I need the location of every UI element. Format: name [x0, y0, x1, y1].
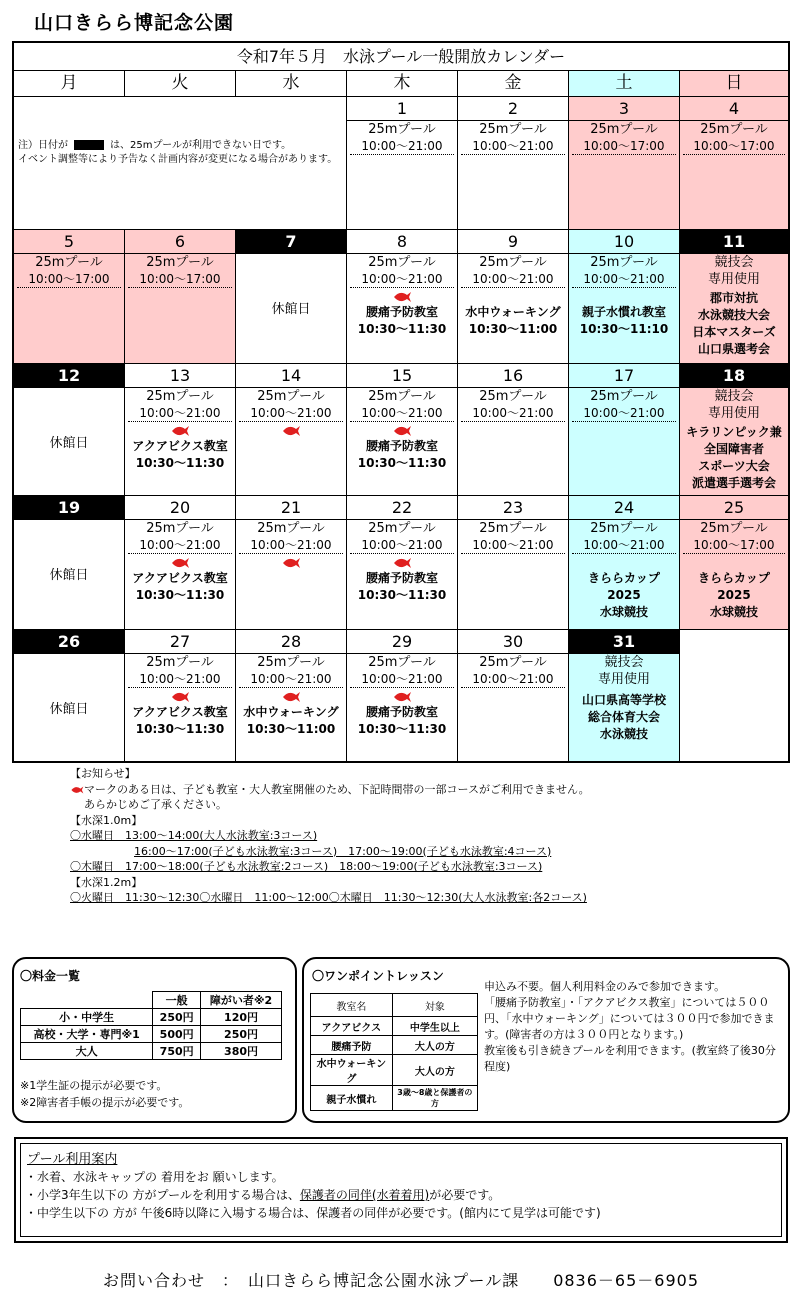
pool-label: 25mプール	[700, 122, 768, 137]
pool-hours: 10:00～21:00	[461, 405, 565, 422]
notice-heading: 【お知らせ】	[70, 767, 136, 780]
event-line: 2025	[607, 588, 641, 602]
fish-icon	[281, 424, 301, 438]
pool-hours: 10:00～21:00	[461, 271, 565, 288]
pool-label: 25mプール	[368, 122, 436, 137]
day-cell-27	[125, 630, 236, 761]
event-time: 10:30～11:30	[135, 456, 225, 470]
pool-label: 25mプール	[257, 389, 325, 404]
pool-label: 25mプール	[368, 255, 436, 270]
event-name: アクアビクス教室	[132, 705, 228, 719]
day-cell-19	[14, 496, 125, 630]
pool-hours: 10:00～17:00	[17, 271, 121, 288]
day-cell-28	[236, 630, 347, 761]
pool-hours: 10:00～21:00	[239, 537, 343, 554]
depth-12m-heading: 【水深1.2m】	[70, 875, 143, 889]
fee-notes: ※1学生証の提示が必要です。 ※2障害者手帳の提示が必要です。	[20, 1079, 190, 1109]
event-time: 10:30～11:30	[357, 588, 447, 602]
competition-label: 競技会	[604, 655, 644, 670]
day-cell-15	[347, 364, 458, 496]
pool-hours: 10:00～21:00	[239, 671, 343, 688]
closed-label: 休館日	[49, 436, 89, 451]
event-time: 10:30～11:30	[135, 588, 225, 602]
day-number: 7	[236, 230, 346, 254]
event-line: 総合体育大会	[587, 710, 660, 724]
guide-list: ・水着、水泳キャップの 着用をお 願いします。 ・小学3年生以下の 方がプールを利用する場合は、保護者の同伴(水着着用)が必要です。 ・中学生以下の 方が 午後6時以降に入場する場合は、保護者の同伴が必要です。(館内にて見学は可能です)	[25, 1170, 601, 1220]
pool-hours: 10:00～21:00	[461, 138, 565, 155]
event-name: 腰痛予防教室	[365, 571, 438, 585]
day-cell-23	[458, 496, 569, 630]
pool-hours: 10:00～21:00	[350, 537, 454, 554]
event-line: キラリンピック兼	[686, 425, 782, 439]
day-number: 15	[347, 364, 457, 388]
table-row: アクアビクス 中学生以上	[311, 1017, 478, 1036]
day-number: 17	[569, 364, 679, 388]
depth-1m-heading: 【水深1.0m】	[70, 813, 143, 827]
fee-box	[12, 957, 297, 1123]
table-row: 一般 障がい者※2	[21, 992, 282, 1009]
pool-label: 25mプール	[590, 389, 658, 404]
day-number: 8	[347, 230, 457, 254]
day-number: 22	[347, 496, 457, 520]
event-line: 山口県選考会	[697, 342, 770, 356]
day-number: 30	[458, 630, 568, 654]
table-row: 大人 750円 380円	[21, 1043, 282, 1060]
pool-label: 25mプール	[700, 521, 768, 536]
event-name: 腰痛予防教室	[365, 705, 438, 719]
day-cell-30	[458, 630, 569, 761]
day-number: 25	[680, 496, 788, 520]
fish-icon	[281, 556, 301, 570]
schedule-wed-2: 16:00～17:00(子ども水泳教室:3コース) 17:00～19:00(子ども水泳教室:4コース)	[134, 844, 552, 858]
pool-hours: 10:00～21:00	[128, 537, 232, 554]
page-title: 山口きらら博記念公園	[34, 12, 235, 34]
table-row: 高校・大学・専門※1 500円 250円	[21, 1026, 282, 1043]
pool-hours: 10:00～17:00	[572, 138, 676, 155]
pool-label: 25mプール	[146, 255, 214, 270]
day-cell-24	[569, 496, 680, 630]
event-name: 腰痛予防教室	[365, 439, 438, 453]
pool-hours: 10:00～21:00	[128, 405, 232, 422]
event-line: スポーツ大会	[698, 459, 770, 473]
day-number: 19	[14, 496, 124, 520]
day-number: 2	[458, 97, 568, 121]
pool-hours: 10:00～21:00	[461, 671, 565, 688]
fish-icon	[281, 690, 301, 704]
day-cell-17	[569, 364, 680, 496]
day-cell-7	[236, 230, 347, 364]
event-line: 2025	[717, 588, 751, 602]
exclusive-use-label: 専用使用	[707, 406, 760, 421]
day-number: 11	[680, 230, 788, 254]
lesson-description: 申込み不要。個人利用料金のみで参加できます。 「腰痛予防教室」・「アクアビクス教室」については５００円、「水中ウォーキング」については３００円で参加できます。(障害者の方は３００円となります。) 教室後も引き続きプールを利用できます。(教室終了後30分程度)	[484, 980, 776, 1073]
day-cell-31	[569, 630, 680, 761]
day-cell-14	[236, 364, 347, 496]
pool-hours: 10:00～21:00	[461, 537, 565, 554]
pool-label: 25mプール	[257, 655, 325, 670]
weekday-tue: 火	[125, 71, 236, 97]
day-cell-26	[14, 630, 125, 761]
event-line: 水泳競技	[599, 727, 648, 741]
pool-hours: 10:00～21:00	[350, 271, 454, 288]
event-name: 親子水慣れ教室	[581, 305, 666, 319]
day-number: 13	[125, 364, 235, 388]
competition-label: 競技会	[714, 389, 754, 404]
schedule-thu: 〇木曜日 17:00～18:00(子ども水泳教室:2コース) 18:00～19:00(子ども水泳教室:3コース)	[70, 860, 543, 873]
event-name: 水中ウォーキング	[243, 705, 339, 719]
day-number: 16	[458, 364, 568, 388]
day-cell-25	[680, 496, 788, 630]
pool-label: 25mプール	[146, 389, 214, 404]
day-cell-29	[347, 630, 458, 761]
event-line: 派遣選手選考会	[691, 476, 776, 490]
table-row: 小・中学生 250円 120円	[21, 1009, 282, 1026]
day-number: 18	[680, 364, 788, 388]
day-cell-10	[569, 230, 680, 364]
day-number: 26	[14, 630, 124, 654]
pool-hours: 10:00～21:00	[572, 537, 676, 554]
empty-cell	[680, 630, 788, 761]
day-cell-8	[347, 230, 458, 364]
fish-icon	[70, 785, 84, 795]
pool-hours: 10:00～21:00	[128, 671, 232, 688]
pool-label: 25mプール	[479, 389, 547, 404]
day-cell-9	[458, 230, 569, 364]
pool-hours: 10:00～17:00	[128, 271, 232, 288]
day-cell-16	[458, 364, 569, 496]
fish-icon	[170, 690, 190, 704]
day-cell-5	[14, 230, 125, 364]
event-line: 水泳競技大会	[697, 308, 770, 322]
day-number: 12	[14, 364, 124, 388]
weekday-wed: 水	[236, 71, 347, 97]
pool-hours: 10:00～21:00	[572, 271, 676, 288]
event-line: きららカップ	[698, 571, 770, 585]
weekday-header	[14, 71, 788, 97]
event-line: きららカップ	[588, 571, 660, 585]
day-cell-18	[680, 364, 788, 496]
weekday-thu: 木	[347, 71, 458, 97]
weekday-sat: 土	[569, 71, 680, 97]
pool-label: 25mプール	[368, 655, 436, 670]
event-name: アクアビクス教室	[132, 571, 228, 585]
fish-icon	[392, 556, 412, 570]
day-number: 28	[236, 630, 346, 654]
day-number: 24	[569, 496, 679, 520]
day-cell-12	[14, 364, 125, 496]
fish-icon	[392, 424, 412, 438]
table-row: 水中ウォーキング 大人の方	[311, 1055, 478, 1086]
closed-label: 休館日	[49, 568, 89, 583]
guide-title: プール利用案内	[27, 1152, 118, 1167]
fish-icon	[170, 556, 190, 570]
day-number: 27	[125, 630, 235, 654]
event-time: 10:30～11:30	[135, 722, 225, 736]
event-time: 10:30～11:30	[357, 722, 447, 736]
event-time: 10:30～11:00	[246, 722, 336, 736]
pool-label: 25mプール	[368, 521, 436, 536]
pool-label: 25mプール	[368, 389, 436, 404]
event-line: 水球競技	[599, 605, 648, 619]
day-number: 14	[236, 364, 346, 388]
day-cell-22	[347, 496, 458, 630]
day-cell-2	[458, 97, 569, 230]
day-number: 20	[125, 496, 235, 520]
pool-label: 25mプール	[590, 122, 658, 137]
day-number: 6	[125, 230, 235, 254]
event-line: 水球競技	[709, 605, 758, 619]
pool-hours: 10:00～21:00	[350, 138, 454, 155]
lesson-box	[302, 957, 790, 1123]
day-number: 3	[569, 97, 679, 121]
event-time: 10:30～11:00	[468, 322, 558, 336]
calendar	[12, 41, 790, 763]
day-number: 5	[14, 230, 124, 254]
exclusive-use-label: 専用使用	[707, 272, 760, 287]
contact-info: お問い合わせ ： 山口きらら博記念公園水泳プール課 0836－65－6905	[103, 1271, 699, 1290]
weekday-fri: 金	[458, 71, 569, 97]
calendar-note: 注）日付が は、25mプールが利用できない日です。 イベント調整等により予告なく計画内容が変更になる場合があります。	[18, 140, 338, 165]
fee-title: 〇料金一覧	[20, 969, 81, 983]
day-number: 23	[458, 496, 568, 520]
calendar-note-cell	[14, 97, 347, 230]
event-name: アクアビクス教室	[132, 439, 228, 453]
pool-hours: 10:00～21:00	[350, 671, 454, 688]
calendar-caption: 令和7年５月 水泳プール一般開放カレンダー	[14, 43, 788, 71]
day-number: 29	[347, 630, 457, 654]
pool-label: 25mプール	[590, 521, 658, 536]
pool-hours: 10:00～21:00	[239, 405, 343, 422]
pool-label: 25mプール	[479, 122, 547, 137]
pool-label: 25mプール	[146, 521, 214, 536]
day-cell-1	[347, 97, 458, 230]
lesson-title: 〇ワンポイントレッスン	[312, 969, 444, 983]
event-time: 10:30～11:10	[579, 322, 669, 336]
pool-label: 25mプール	[479, 521, 547, 536]
weekday-sun: 日	[680, 71, 788, 97]
fish-icon	[392, 690, 412, 704]
pool-guide-box	[14, 1137, 788, 1243]
fish-icon	[392, 290, 412, 304]
event-name: 腰痛予防教室	[365, 305, 438, 319]
table-row: 教室名 対象	[311, 994, 478, 1017]
closed-marker-swatch	[74, 140, 104, 150]
day-cell-11	[680, 230, 788, 364]
pool-label: 25mプール	[146, 655, 214, 670]
event-line: 郡市対抗	[709, 291, 758, 305]
event-time: 10:30～11:30	[357, 322, 447, 336]
day-cell-21	[236, 496, 347, 630]
day-cell-6	[125, 230, 236, 364]
closed-label: 休館日	[271, 302, 311, 317]
lesson-table	[310, 993, 478, 1111]
pool-label: 25mプール	[590, 255, 658, 270]
schedule-12m: 〇火曜日 11:30～12:30〇水曜日 11:00～12:00〇木曜日 11:30～12:30(大人水泳教室:各2コース)	[70, 891, 587, 904]
day-number: 31	[569, 630, 679, 654]
pool-label: 25mプール	[479, 255, 547, 270]
day-cell-13	[125, 364, 236, 496]
weekday-mon: 月	[14, 71, 125, 97]
table-row: 腰痛予防 大人の方	[311, 1036, 478, 1055]
event-line: 全国障害者	[703, 442, 764, 456]
event-time: 10:30～11:30	[357, 456, 447, 470]
schedule-wed: 〇水曜日 13:00～14:00(大人水泳教室:3コース)	[70, 829, 318, 842]
day-number: 1	[347, 97, 457, 121]
notice-section	[70, 766, 790, 906]
event-name: 水中ウォーキング	[465, 305, 561, 319]
competition-label: 競技会	[714, 255, 754, 270]
pool-hours: 10:00～17:00	[683, 537, 785, 554]
day-cell-20	[125, 496, 236, 630]
day-number: 9	[458, 230, 568, 254]
exclusive-use-label: 専用使用	[597, 672, 650, 687]
day-number: 21	[236, 496, 346, 520]
event-line: 山口県高等学校	[581, 693, 666, 707]
pool-label: 25mプール	[257, 521, 325, 536]
table-row: 親子水慣れ 3歳～8歳と保護者の方	[311, 1086, 478, 1111]
day-cell-4	[680, 97, 788, 230]
pool-label: 25mプール	[479, 655, 547, 670]
day-number: 10	[569, 230, 679, 254]
pool-label: 25mプール	[35, 255, 103, 270]
fish-icon	[170, 424, 190, 438]
notice-line-2: あらかじめご了承ください。	[84, 798, 227, 811]
pool-hours: 10:00～21:00	[350, 405, 454, 422]
day-number: 4	[680, 97, 788, 121]
day-cell-3	[569, 97, 680, 230]
notice-line: マークのある日は、子ども教室・大人教室開催のため、下記時間帯の一部コースがご利用できません。	[70, 782, 790, 798]
pool-hours: 10:00～21:00	[572, 405, 676, 422]
pool-hours: 10:00～17:00	[683, 138, 785, 155]
fee-table	[20, 991, 282, 1060]
event-line: 日本マスターズ	[692, 325, 776, 339]
closed-label: 休館日	[49, 702, 89, 717]
